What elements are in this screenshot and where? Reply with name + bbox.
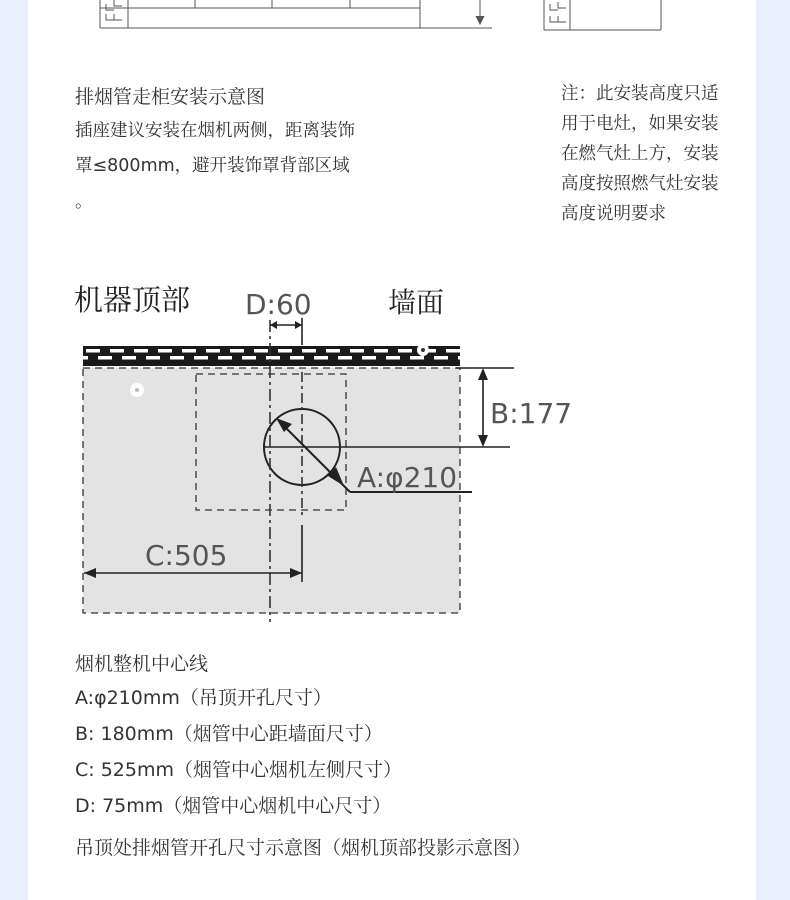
label-a: A:φ210 [357, 461, 458, 494]
diagram-caption: 吊顶处排烟管开孔尺寸示意图（烟机顶部投影示意图） [75, 837, 532, 859]
ceiling-cutout-diagram [0, 270, 790, 640]
label-machine-top: 机器顶部 [74, 283, 191, 317]
install-height-note [561, 79, 719, 229]
note-line-1: 注：此安装高度只适 [561, 84, 719, 104]
centerline-label: 烟机整机中心线 [75, 653, 209, 675]
label-c: C:505 [145, 539, 228, 572]
note-line-2: 用于电灶，如果安装 [561, 114, 719, 134]
label-b: B:177 [490, 397, 573, 430]
cabinet-caption-line-3: 。 [75, 192, 93, 212]
note-line-4: 高度按照燃气灶安装 [561, 174, 719, 194]
legend-item-d: D: 75mm（烟管中心烟机中心尺寸） [75, 795, 392, 817]
cabinet-caption-line-1: 插座建议安装在烟机两侧，距离装饰 [75, 121, 355, 141]
label-d: D:60 [245, 288, 312, 321]
legend-item-c: C: 525mm（烟管中心烟机左侧尺寸） [75, 759, 402, 781]
cabinet-caption-title: 排烟管走柜安装示意图 [75, 86, 266, 108]
cabinet-drawing-partial [0, 0, 790, 40]
note-line-3: 在燃气灶上方，安装 [561, 144, 719, 164]
legend-item-b: B: 180mm（烟管中心距墙面尺寸） [75, 723, 383, 745]
cabinet-caption-line-2: 罩≤800mm，避开装饰罩背部区域 [75, 156, 350, 176]
note-line-5: 高度说明要求 [561, 204, 666, 224]
wall-band [83, 346, 460, 366]
label-wall: 墙面 [388, 286, 445, 319]
legend-item-a: A:φ210mm（吊顶开孔尺寸） [75, 687, 332, 709]
